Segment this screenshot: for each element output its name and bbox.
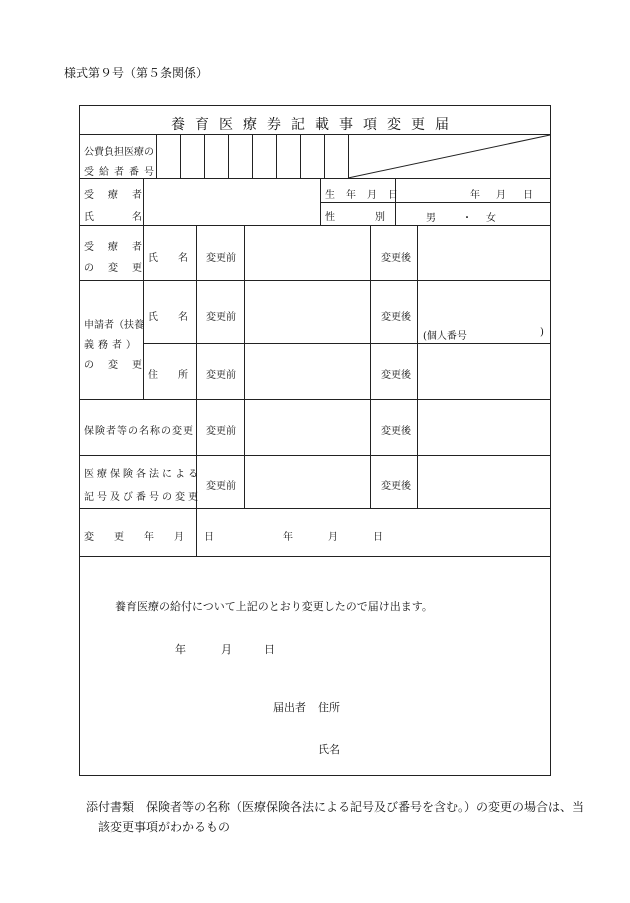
recipient-number-label-1: 公費負担医療の <box>84 147 154 158</box>
change-date-month: 月 <box>328 532 338 543</box>
birth-day-unit: 日 <box>523 190 533 201</box>
attachment-note-2: 該変更事項がわかるもの <box>98 820 231 834</box>
applicant-label-2: 義務者） <box>84 340 140 351</box>
patient-change-name-label: 氏名 <box>148 253 208 264</box>
gender-separator: ・ <box>462 213 472 224</box>
medical-law-before: 変更前 <box>206 481 236 492</box>
change-date-day: 日 <box>373 532 383 543</box>
patient-change-label-1: 受療者 <box>84 242 156 253</box>
attachment-note-1: 添付書類 保険者等の名称（医療保険各法による記号及び番号を含む。）の変更の場合は、当 <box>86 800 585 814</box>
individual-number-close: ) <box>540 327 544 338</box>
patient-change-after: 変更後 <box>381 253 411 264</box>
individual-number-label: (個人番号 <box>423 331 467 342</box>
patient-after-input[interactable] <box>419 227 549 279</box>
applicant-name-after: 変更後 <box>381 312 411 323</box>
change-date-label: 変更年月日 <box>84 532 234 543</box>
patient-name-input[interactable] <box>145 180 319 224</box>
notifier-label: 届出者 <box>273 701 306 714</box>
insurer-change-label: 保険者等の名称の変更 <box>84 426 194 437</box>
medical-law-after-input[interactable] <box>419 457 549 507</box>
patient-change-before: 変更前 <box>206 253 236 264</box>
birth-year-unit: 年 <box>470 190 480 201</box>
patient-label-1: 受療者 <box>84 190 156 201</box>
declaration-day: 日 <box>264 643 275 656</box>
medical-law-label-2: 記号及び番号の変更 <box>84 492 201 503</box>
medical-law-after: 変更後 <box>381 481 411 492</box>
recipient-number-label-2: 受給者番号 <box>84 167 159 178</box>
declaration-year: 年 <box>175 643 186 656</box>
applicant-name-after-input[interactable] <box>419 282 549 322</box>
declaration-text: 養育医療の給付について上記のとおり変更したので届け出ます。 <box>115 600 433 613</box>
applicant-name-before-input[interactable] <box>246 282 369 342</box>
applicant-address-after-input[interactable] <box>419 345 549 398</box>
birth-month-unit: 月 <box>496 190 506 201</box>
applicant-name-label: 氏名 <box>148 312 208 323</box>
applicant-label-1: 申請者（扶養 <box>84 320 144 331</box>
patient-before-input[interactable] <box>246 227 369 279</box>
medical-law-label-1: 医療保険各法による <box>84 469 201 480</box>
notifier-address-label: 住所 <box>318 701 340 714</box>
gender-label: 性別 <box>325 212 425 223</box>
applicant-address-after: 変更後 <box>381 370 411 381</box>
form-title-text: 養育医療券記載事項変更届 <box>171 117 459 133</box>
form-title <box>80 114 550 134</box>
change-date-year: 年 <box>283 532 293 543</box>
applicant-address-label: 住所 <box>148 370 208 381</box>
insurer-change-before: 変更前 <box>206 426 236 437</box>
diagonal-strike <box>348 135 550 178</box>
applicant-address-before: 変更前 <box>206 370 236 381</box>
insurer-before-input[interactable] <box>246 401 369 454</box>
form-code: 様式第９号（第５条関係） <box>64 66 209 80</box>
birth-date-label: 生年月日 <box>325 190 409 201</box>
declaration-month: 月 <box>221 643 232 656</box>
notifier-name-label: 氏名 <box>318 743 340 756</box>
patient-change-label-2: の変更 <box>84 263 156 274</box>
insurer-after-input[interactable] <box>419 401 549 454</box>
applicant-label-3: の変更 <box>84 360 156 371</box>
applicant-name-before: 変更前 <box>206 312 236 323</box>
gender-female[interactable]: 女 <box>486 213 496 224</box>
applicant-address-before-input[interactable] <box>246 345 369 398</box>
gender-male[interactable]: 男 <box>426 213 436 224</box>
insurer-change-after: 変更後 <box>381 426 411 437</box>
patient-label-2: 氏名 <box>84 212 180 223</box>
recipient-number-input[interactable] <box>157 136 349 177</box>
medical-law-before-input[interactable] <box>246 457 369 507</box>
